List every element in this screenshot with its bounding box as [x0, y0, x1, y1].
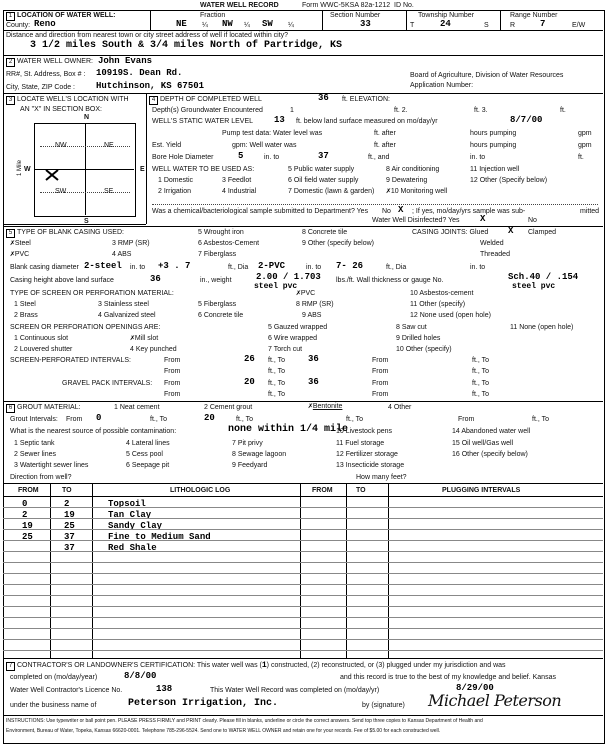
log-row-line	[3, 540, 603, 541]
bore-ft-and: ft., and	[368, 154, 390, 161]
source-option[interactable]: 14 Abandoned water well	[452, 428, 531, 435]
source-option[interactable]: 15 Oil well/Gas well	[452, 440, 514, 447]
log-from: 25	[22, 532, 33, 542]
log-row-line	[3, 551, 603, 552]
log-to: 19	[64, 510, 75, 520]
casing-option[interactable]: 7 Fiberglass	[198, 251, 237, 258]
grout-ft-to-label-4: ft., To	[532, 416, 549, 423]
screen-option[interactable]: 3 Stainless steel	[98, 301, 149, 308]
se-label: SE	[104, 188, 114, 195]
distance-value[interactable]: 3 1/2 miles South & 3/4 miles North of Partridge, KS	[30, 40, 343, 51]
use-option[interactable]: 3 Feedlot	[222, 177, 252, 184]
screen-option[interactable]: 2 Brass	[14, 312, 38, 319]
log-row-line	[3, 573, 603, 574]
diam-in-to-3: in. to	[470, 264, 486, 271]
gravel-pack-label: GRAVEL PACK INTERVALS:	[62, 380, 153, 387]
diameter-label: Blank casing diameter	[10, 264, 79, 271]
ft-dia-label: ft., Dia	[228, 264, 249, 271]
id-label: ID No.	[394, 2, 414, 9]
source-option[interactable]: 2 Sewer lines	[14, 451, 57, 458]
from-label-3: From	[164, 368, 181, 375]
instructions-line-1: INSTRUCTIONS: Use typewriter or ball point pen. PLEASE PRESS FIRMLY and PRINT clearly. Please fill in blanks, underline or circle the correct answers. Send top three copies to Kansas Department of Health and	[6, 718, 483, 724]
opening-option[interactable]: 7 Torch cut	[268, 346, 303, 353]
opening-option[interactable]: 8 Saw cut	[396, 324, 427, 331]
sec5-casing-label: 5 TYPE OF BLANK CASING USED:	[6, 229, 124, 238]
from-label: From	[164, 357, 181, 364]
sec6-grout-label: 6 GROUT MATERIAL:	[6, 404, 81, 413]
gauge-sub: steel pvc	[512, 282, 556, 291]
opening-option[interactable]: 10 Other (specify)	[396, 346, 452, 353]
s-letter: S	[484, 22, 489, 29]
bore-in-to: in. to	[264, 154, 280, 161]
gw-ft-label: ft.	[560, 107, 566, 114]
sec3-title: 3 LOCATE WELL'S LOCATION WITH	[6, 96, 129, 105]
contamination-value[interactable]: none within 1/4 mile	[228, 424, 349, 435]
clamped-label: Clamped	[528, 229, 557, 236]
casing-option[interactable]: 3 RMP (SR)	[112, 240, 150, 247]
city-value[interactable]: Hutchinson, KS 67501	[96, 81, 205, 91]
signature[interactable]: Michael Peterson	[428, 691, 562, 710]
source-option[interactable]: 16 Other (specify below)	[452, 451, 528, 458]
opening-option[interactable]: 1 Continuous slot	[14, 335, 69, 342]
log-to: 2	[64, 499, 70, 509]
log-from: 0	[22, 499, 28, 509]
log-header-plugging: PLUGGING INTERVALS	[442, 487, 521, 494]
log-header-from: FROM	[18, 487, 39, 494]
ew-value: E/W	[572, 22, 586, 29]
ksa-ref: KSA 82a-1212	[345, 2, 391, 9]
from-label-5: From	[164, 380, 181, 387]
ft-to-label-7: ft., To	[268, 391, 285, 398]
direction-label: Direction from well?	[10, 474, 72, 481]
ft-to-label-8: ft., To	[472, 391, 489, 398]
gw-3-label: ft. 3.	[474, 107, 488, 114]
use-option[interactable]: 6 Oil field water supply	[288, 177, 359, 184]
chem-label: Was a chemical/bacteriological sample submitted to Department? Yes	[152, 208, 369, 215]
mitted-label: mitted	[580, 208, 600, 215]
completed-rest: and this record is true to the best of my knowledge and belief. Kansas	[340, 674, 556, 681]
bore-value[interactable]: 5	[238, 151, 244, 161]
opening-option[interactable]: 5 Gauzed wrapped	[268, 324, 328, 331]
screen-from-value[interactable]: 26	[244, 354, 255, 364]
licence-label: Water Well Contractor's Licence No.	[10, 687, 123, 694]
use-option-monitoring[interactable]: ✗10 Monitoring well	[386, 187, 448, 196]
diam-in-to: in. to	[130, 264, 146, 271]
log-header-to-2: TO	[356, 487, 366, 494]
sec4-depth-label: 4 DEPTH OF COMPLETED WELL	[149, 96, 262, 105]
opening-option[interactable]: 11 None (open hole)	[510, 324, 574, 331]
screen-option[interactable]: 1 Steel	[14, 301, 36, 308]
pump-test-label: Pump test data: Water level was	[222, 130, 323, 137]
static-label: WELL'S STATIC WATER LEVEL	[152, 118, 254, 125]
record-title: WATER WELL RECORD	[200, 2, 279, 9]
chem-rest-label: ; If yes, mo/day/yrs sample was sub-	[412, 208, 526, 215]
source-option[interactable]: 1 Septic tank	[14, 440, 55, 447]
log-desc: Tan Clay	[108, 510, 152, 520]
instructions-line-2: Environment, Bureau of Water, Topeka, Kansas 66620-0001. Telephone 785-296-5524. Send one to WATER WELL OWNER and retain one for your records. Fee of $5.00 for each constructed well.	[6, 728, 441, 734]
screen-pvc[interactable]: ✗PVC	[296, 289, 316, 298]
north-label: N	[84, 114, 90, 121]
use-option[interactable]: 11 Injection well	[470, 166, 520, 173]
record-completed-label: This Water Well Record was completed on (mo/day/yr)	[210, 687, 380, 694]
screen-to-value[interactable]: 36	[308, 354, 319, 364]
after-label: ft. after	[374, 130, 396, 137]
log-row-line	[3, 507, 603, 508]
diameter-2[interactable]: 2-PVC	[258, 261, 286, 271]
county-value[interactable]: Reno	[34, 19, 56, 29]
use-option[interactable]: 12 Other (Specify below)	[470, 177, 548, 184]
sw-label: SW	[55, 188, 67, 195]
source-option[interactable]: 12 Fertilizer storage	[336, 451, 398, 458]
hours-label-2: hours pumping	[470, 142, 517, 149]
sec1-header: 1 LOCATION OF WATER WELL:	[6, 12, 116, 21]
township-label: Township Number	[418, 12, 475, 19]
log-to: 37	[64, 532, 75, 542]
screen-intervals-label: SCREEN-PERFORATED INTERVALS:	[10, 357, 131, 364]
from-label-2: From	[372, 357, 389, 364]
grout-option[interactable]: 2 Cement grout	[204, 404, 253, 411]
disinfected-label: Water Well Disinfected? Yes	[372, 217, 460, 224]
sec2-owner-label: 2 WATER WELL OWNER:	[6, 58, 93, 67]
log-to: 25	[64, 521, 75, 531]
casing-option[interactable]: 6 Asbestos-Cement	[198, 240, 260, 247]
screen-option[interactable]: 8 RMP (SR)	[296, 301, 334, 308]
use-label: WELL WATER TO BE USED AS:	[152, 166, 255, 173]
screen-option[interactable]: 12 None used (open hole)	[410, 312, 491, 319]
height-label: Casing height above land surface	[10, 277, 114, 284]
static-value[interactable]: 13	[274, 115, 285, 125]
county-label: County:	[6, 22, 31, 29]
from-label-6: From	[372, 380, 389, 387]
casing-pvc[interactable]: ✗PVC	[10, 250, 30, 259]
source-option[interactable]: 8 Sewage lagoon	[232, 451, 287, 458]
address-value[interactable]: 10919S. Dean Rd.	[96, 68, 183, 78]
log-row-line	[3, 584, 603, 585]
quarter-1[interactable]: NE	[176, 19, 187, 29]
disinfected-mark[interactable]: X	[480, 214, 486, 224]
log-row-line	[3, 518, 603, 519]
after-label-2: ft. after	[374, 142, 396, 149]
log-row-line	[3, 628, 603, 629]
source-option[interactable]: 5 Cess pool	[126, 451, 163, 458]
ft-to-label-2: ft., To	[472, 357, 489, 364]
hours-label: hours pumping	[470, 130, 517, 137]
screen-label: TYPE OF SCREEN OR PERFORATION MATERIAL:	[10, 290, 174, 297]
chem-no-mark[interactable]: X	[398, 205, 404, 215]
log-row-line	[3, 606, 603, 607]
grout-ft-to-label-2: ft., To	[236, 416, 253, 423]
distance-label: Distance and direction from nearest town or city street address of well if located within city?	[6, 32, 289, 39]
log-header-litho: LITHOLOGIC LOG	[170, 487, 231, 494]
ne-label: NE	[104, 142, 114, 149]
opening-mill-slot[interactable]: ✗Mill slot	[130, 334, 159, 343]
gravel-from-value[interactable]: 20	[244, 377, 255, 387]
quarter-2[interactable]: NW	[222, 19, 233, 29]
how-many-feet-label: How many feet?	[356, 474, 407, 481]
log-desc: Fine to Medium Sand	[108, 532, 211, 542]
township-value[interactable]: 24	[440, 19, 451, 29]
source-option[interactable]: 11 Fuel storage	[336, 440, 385, 447]
from-label-7: From	[164, 391, 181, 398]
grout-from-label: From	[66, 416, 83, 423]
diameter-to-1[interactable]: +3 . 7	[158, 261, 191, 271]
source-option[interactable]: 10 Livestock pens	[336, 428, 393, 435]
east-label: E	[140, 166, 145, 173]
business-label: under the business name of	[10, 702, 97, 709]
use-option[interactable]: 4 Industrial	[222, 188, 257, 195]
grout-intervals-label: Grout Intervals:	[10, 416, 58, 423]
log-desc: Topsoil	[108, 499, 146, 509]
log-desc: Red Shale	[108, 543, 157, 553]
grout-bentonite[interactable]: ✗Bentonite	[308, 402, 343, 411]
ft-to-label-4: ft., To	[472, 368, 489, 375]
log-to: 37	[64, 543, 75, 553]
address-label: RR#, St. Address, Box # :	[6, 71, 86, 78]
screen-option[interactable]: 10 Asbestos-cement	[410, 290, 474, 297]
bore-ft: ft.	[578, 154, 584, 161]
log-from: 2	[22, 510, 28, 520]
log-desc: Sandy Clay	[108, 521, 163, 531]
gravel-to-value[interactable]: 36	[308, 377, 319, 387]
log-row-line	[3, 595, 603, 596]
static-date[interactable]: 8/7/00	[510, 115, 543, 125]
source-option[interactable]: 4 Lateral lines	[126, 440, 170, 447]
ft-dia-label-2: ft., Dia	[386, 264, 407, 271]
completed-label: completed on (mo/day/year)	[10, 674, 98, 681]
bore-label: Bore Hole Diameter	[152, 154, 214, 161]
nw-label: NW	[55, 142, 67, 149]
static-rest-label: ft. below land surface measured on mo/day/yr	[296, 118, 438, 125]
source-option[interactable]: 6 Seepage pit	[126, 462, 170, 469]
ft-to-label-3: ft., To	[268, 368, 285, 375]
from-label-4: From	[372, 368, 389, 375]
diam-in-to-2: in. to	[306, 264, 322, 271]
yield-label: Est. Yield	[152, 142, 182, 149]
sec3-title2: AN "X" IN SECTION BOX:	[20, 106, 102, 113]
south-label: S	[84, 218, 89, 225]
screen-option[interactable]: 11 Other (specify)	[410, 301, 466, 308]
opening-option[interactable]: 4 Key punched	[130, 346, 177, 353]
opening-option[interactable]: 6 Wire wrapped	[268, 335, 318, 342]
range-value[interactable]: 7	[540, 19, 546, 29]
gw-1-label: 1	[290, 107, 294, 114]
contamination-label: What is the nearest source of possible contamination:	[10, 428, 177, 435]
t-letter: T	[410, 22, 415, 29]
yield-mid-label: gpm: Well water was	[232, 142, 297, 149]
use-option[interactable]: 7 Domestic (lawn & garden)	[288, 188, 375, 195]
joints-mark[interactable]: X	[508, 226, 514, 236]
application-label: Application Number:	[410, 82, 474, 89]
casing-option[interactable]: 4 ABS	[112, 251, 132, 258]
quarter-mark: ¼	[288, 22, 294, 29]
log-row-line	[3, 639, 603, 640]
weight-sub: steel pvc	[254, 282, 298, 291]
openings-label: SCREEN OR PERFORATION OPENINGS ARE:	[10, 324, 161, 331]
log-row-line	[3, 650, 603, 651]
diameter-to-2[interactable]: 7- 26	[336, 261, 364, 271]
well-location-mark	[44, 168, 62, 182]
threaded-label: Threaded	[480, 251, 510, 258]
source-option[interactable]: 7 Pit privy	[232, 440, 263, 447]
board-label: Board of Agriculture, Division of Water Resources	[410, 72, 564, 79]
depth-value[interactable]: 36	[318, 93, 329, 103]
quarter-3[interactable]: SW	[262, 19, 273, 29]
grout-ft-to-label-3: ft., To	[346, 416, 363, 423]
grout-option[interactable]: 4 Other	[388, 404, 412, 411]
ft-to-label-6: ft., To	[472, 380, 489, 387]
lbs-label: lbs./ft. Wall thickness or gauge No.	[336, 277, 444, 284]
welded-label: Welded	[480, 240, 504, 247]
source-option[interactable]: 3 Watertight sewer lines	[14, 462, 89, 469]
ft-to-label-5: ft., To	[268, 380, 285, 387]
screen-option[interactable]: 9 ABS	[302, 312, 322, 319]
log-row-line	[3, 562, 603, 563]
r-letter: R	[510, 22, 516, 29]
record-date-value[interactable]: 8/29/00	[456, 683, 494, 693]
section-value[interactable]: 33	[360, 19, 371, 29]
log-header-from-2: FROM	[312, 487, 333, 494]
west-label: W	[24, 166, 31, 173]
diameter-1[interactable]: 2-steel	[84, 261, 122, 271]
city-label: City, State, ZIP Code :	[6, 84, 75, 91]
log-from: 19	[22, 521, 33, 531]
completed-value[interactable]: 8/8/00	[124, 671, 157, 681]
use-option[interactable]: 1 Domestic	[158, 177, 194, 184]
gpm-label: gpm	[578, 130, 592, 137]
use-option[interactable]: 2 Irrigation	[158, 188, 192, 195]
bore-in-to-2: in. to	[470, 154, 486, 161]
log-row-line	[3, 617, 603, 618]
height-value[interactable]: 36	[150, 274, 161, 284]
grout-option[interactable]: 1 Neat cement	[114, 404, 160, 411]
opening-option[interactable]: 2 Louvered shutter	[14, 346, 73, 353]
gpm-label-2: gpm	[578, 142, 592, 149]
use-option[interactable]: 8 Air conditioning	[386, 166, 440, 173]
range-label: Range Number	[510, 12, 558, 19]
gauge-value[interactable]: Sch.40 / .154	[508, 272, 579, 282]
licence-value[interactable]: 138	[156, 684, 173, 694]
grout-from-value[interactable]: 0	[96, 413, 102, 423]
use-option[interactable]: 5 Public water supply	[288, 166, 355, 173]
owner-value[interactable]: John Evans	[98, 56, 153, 66]
mile-label: 1 Mile	[17, 159, 24, 177]
use-option[interactable]: 9 Dewatering	[386, 177, 428, 184]
groundwater-label: Depth(s) Groundwater Encountered	[152, 107, 263, 114]
grout-to-value[interactable]: 20	[204, 413, 215, 423]
cert-line-1: 7 CONTRACTOR'S OR LANDOWNER'S CERTIFICATION: This water well was (1) constructed, (2) reconstructed, or (3) plugged under my jurisdiction and was	[6, 662, 506, 671]
joints-label: CASING JOINTS: Glued	[412, 229, 489, 236]
ft-to-label: ft., To	[268, 357, 285, 364]
source-option[interactable]: 13 Insecticide storage	[336, 462, 405, 469]
screen-option[interactable]: 4 Galvanized steel	[98, 312, 156, 319]
from-label-8: From	[372, 391, 389, 398]
screen-option[interactable]: 6 Concrete tile	[198, 312, 244, 319]
gw-2-label: ft. 2.	[394, 107, 408, 114]
weight-label: in., weight	[200, 277, 232, 284]
disinfected-no: No	[528, 217, 537, 224]
casing-option[interactable]: 5 Wrought iron	[198, 229, 244, 236]
casing-option[interactable]: 8 Concrete tile	[302, 229, 348, 236]
casing-steel[interactable]: ✗Steel	[10, 239, 31, 248]
business-value[interactable]: Peterson Irrigation, Inc.	[128, 698, 279, 709]
quarter-mark: ¼	[244, 22, 250, 29]
quarter-mark: ¼	[202, 22, 208, 29]
grout-ft-to-label: ft., To	[150, 416, 167, 423]
fraction-label: Fraction	[200, 12, 226, 19]
section-label: Section Number	[330, 12, 381, 19]
screen-option[interactable]: 5 Fiberglass	[198, 301, 237, 308]
form-number: Form WWC-5	[302, 2, 345, 9]
chem-no-label: No	[382, 208, 391, 215]
bore-to-value[interactable]: 37	[318, 151, 329, 161]
log-row-line	[3, 529, 603, 530]
casing-option[interactable]: 9 Other (specify below)	[302, 240, 374, 247]
source-option[interactable]: 9 Feedyard	[232, 462, 268, 469]
elevation-label: ft. ELEVATION:	[342, 96, 390, 103]
opening-option[interactable]: 9 Drilled holes	[396, 335, 441, 342]
grout-from-label-2: From	[458, 416, 475, 423]
log-header-to: TO	[62, 487, 72, 494]
weight-value[interactable]: 2.00 / 1.703	[256, 272, 321, 282]
signature-label: by (signature)	[362, 702, 405, 709]
